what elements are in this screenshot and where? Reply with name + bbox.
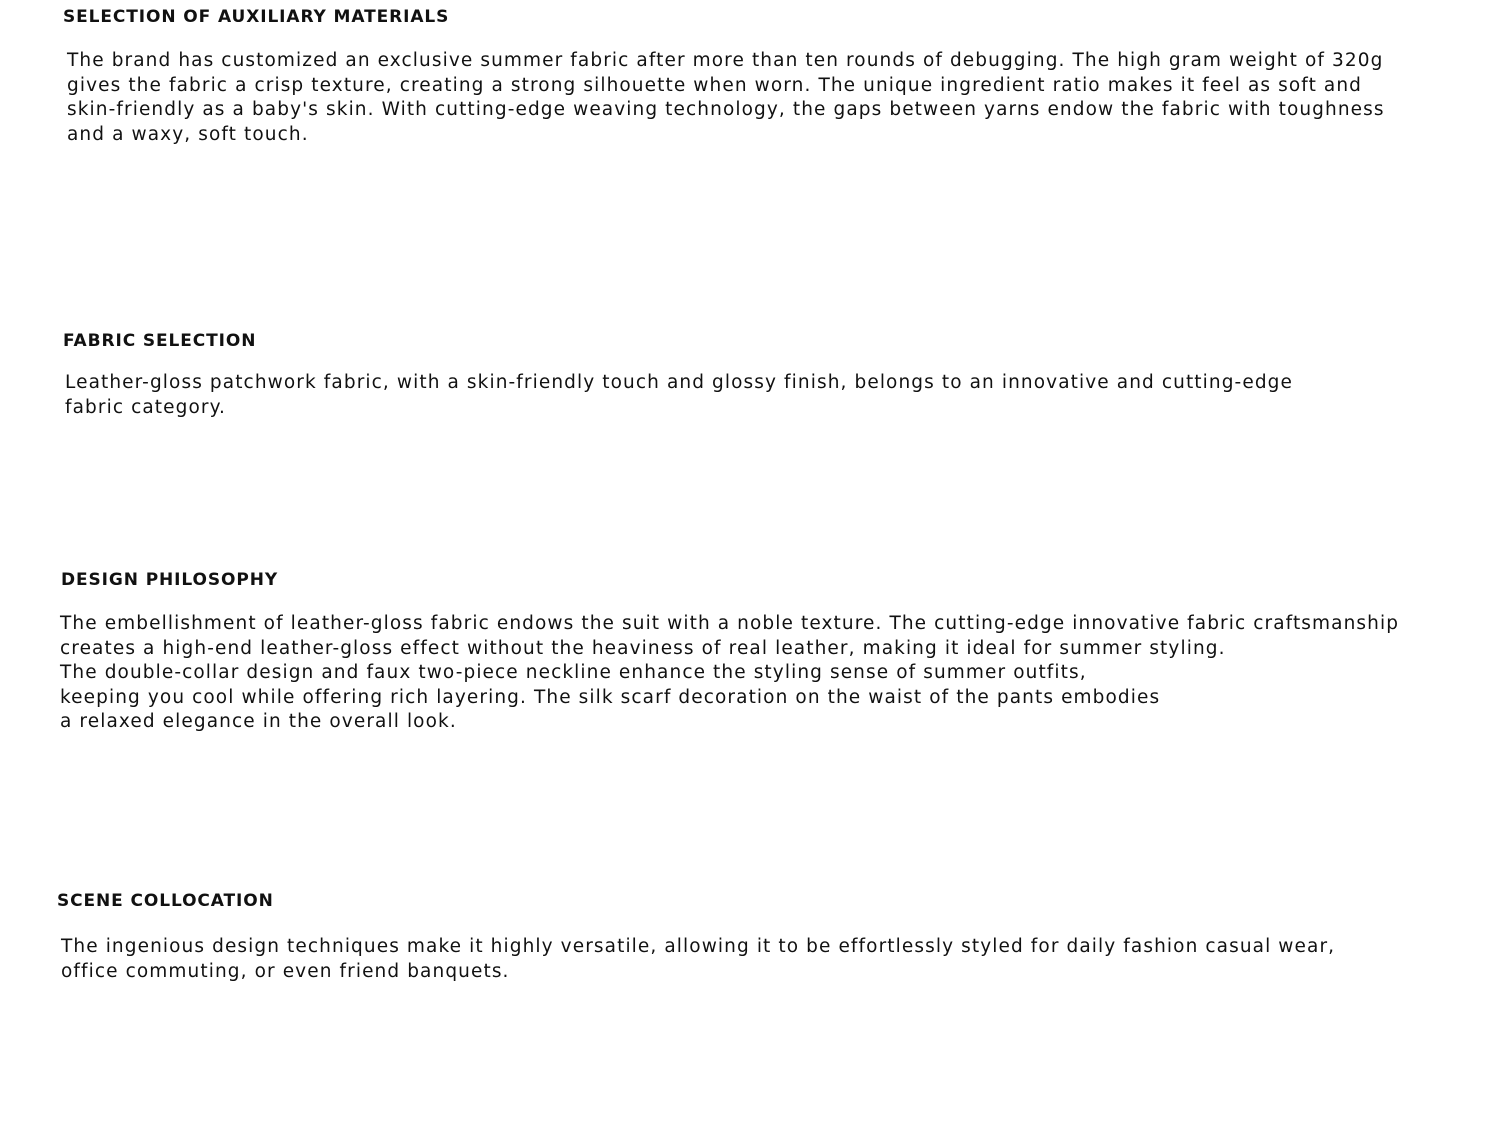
body-line: fabric category. [65, 396, 226, 418]
body-line: skin-friendly as a baby's skin. With cutting-edge weaving technology, the gaps between yarns endow the fabric with toughness [67, 99, 1385, 120]
section-heading: SCENE COLLOCATION [57, 891, 274, 911]
section-scene-collocation [57, 891, 1336, 982]
body-line: creates a high-end leather-gloss effect without the heaviness of real leather, making it ideal for summer styling. [60, 637, 1226, 659]
section-heading: FABRIC SELECTION [63, 331, 257, 351]
body-line: keeping you cool while offering rich layering. The silk scarf decoration on the waist of the pants embodies [60, 686, 1161, 708]
body-line: The double-collar design and faux two-piece neckline enhance the styling sense of summer outfits, [60, 662, 1087, 683]
section-body [60, 612, 1399, 735]
section-heading: DESIGN PHILOSOPHY [61, 570, 279, 590]
section-body [65, 371, 1293, 420]
body-line: and a waxy, soft touch. [67, 123, 309, 145]
body-line: Leather-gloss patchwork fabric, with a skin-friendly touch and glossy finish, belongs to an innovative and cutting-edge [65, 372, 1293, 393]
body-line: The brand has customized an exclusive summer fabric after more than ten rounds of debugging. The high gram weight of 320g [67, 50, 1384, 71]
body-line: The embellishment of leather-gloss fabric endows the suit with a noble texture. The cutting-edge innovative fabric craftsmanship [60, 613, 1400, 634]
body-line: The ingenious design techniques make it highly versatile, allowing it to be effortlessly styled for daily fashion casual wear, [61, 936, 1336, 957]
section-fabric-selection [63, 331, 1293, 418]
body-line: a relaxed elegance in the overall look. [60, 711, 457, 732]
section-heading: SELECTION OF AUXILIARY MATERIALS [63, 7, 450, 27]
section-auxiliary-materials [63, 7, 1385, 145]
section-body [67, 49, 1385, 147]
section-design-philosophy [60, 570, 1400, 732]
body-line: gives the fabric a crisp texture, creating a strong silhouette when worn. The unique ingredient ratio makes it feel as soft and [67, 74, 1363, 96]
section-body [61, 935, 1335, 984]
body-line: office commuting, or even friend banquets. [61, 960, 510, 982]
